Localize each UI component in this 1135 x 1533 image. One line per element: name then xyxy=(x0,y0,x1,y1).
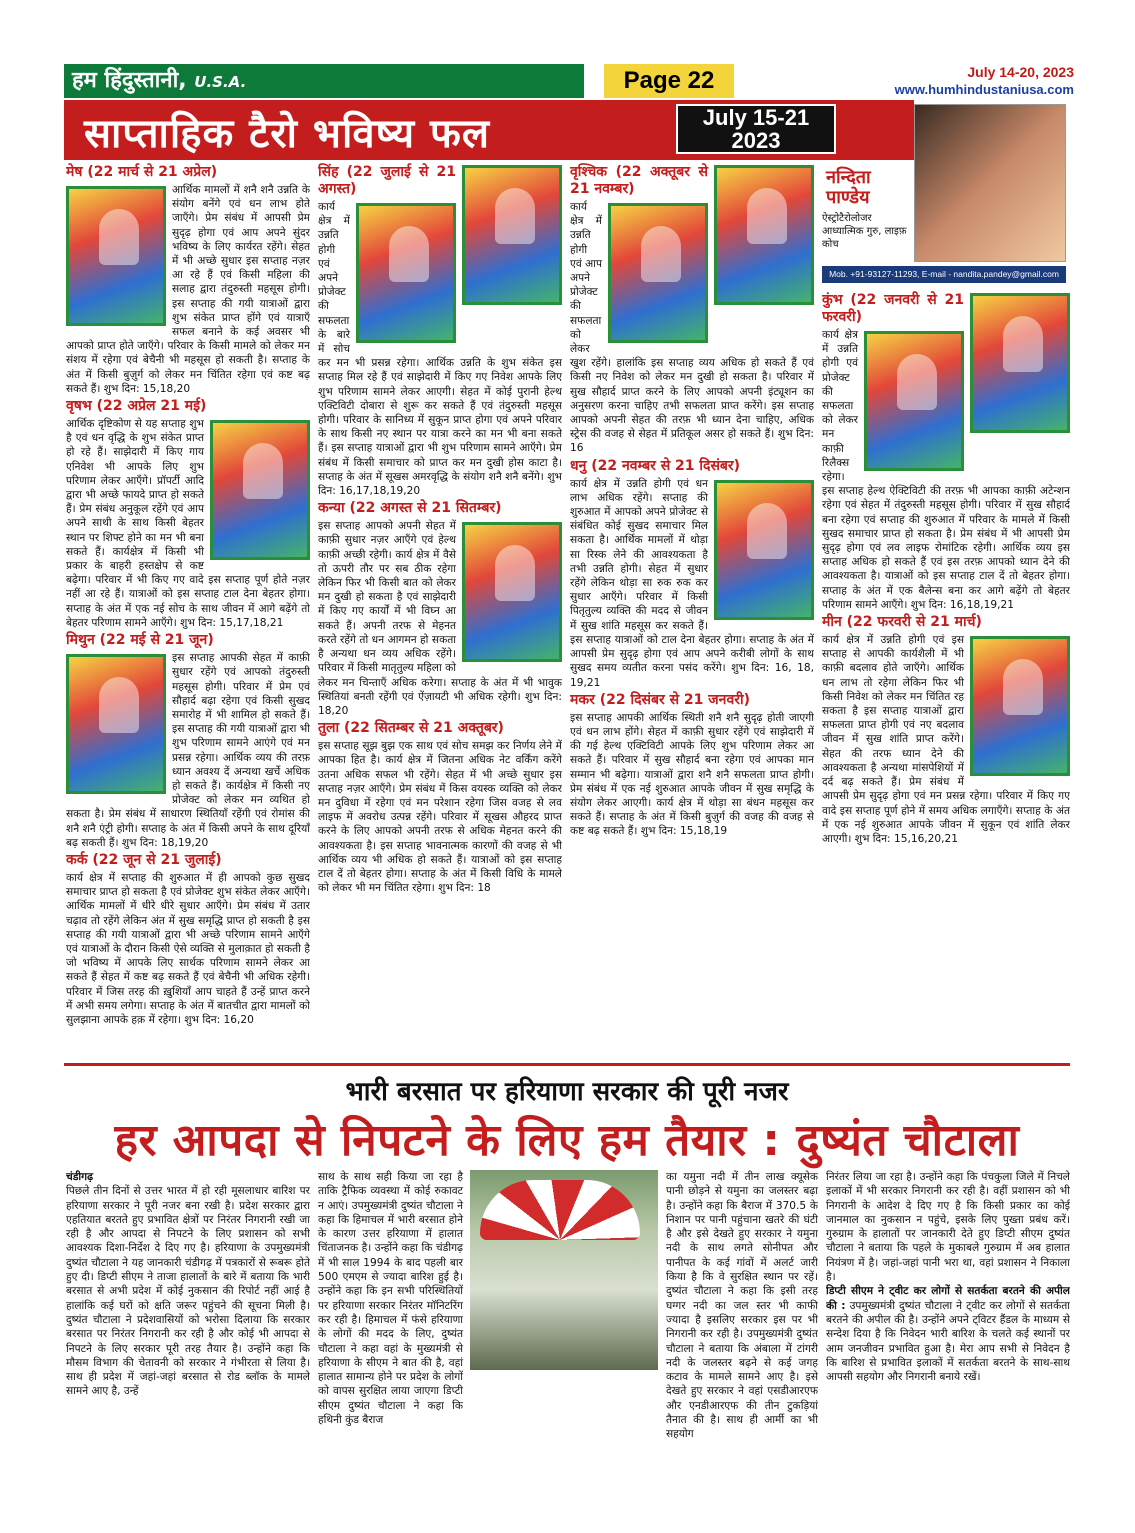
sign-title: मकर (22 दिसंबर से 21 जनवरी) xyxy=(570,691,750,708)
sign-title: मिथुन (22 मई से 21 जून) xyxy=(66,632,214,649)
umbrella-icon xyxy=(480,1180,640,1240)
sign-title: मेष (22 मार्च से 21 अप्रेल) xyxy=(66,164,218,180)
tarot-card-image xyxy=(608,203,708,343)
sign-title: वृश्चिक (22 अक्तूबर से 21 नवम्बर) xyxy=(570,164,708,197)
author-role: ऐस्ट्रोटैरोलोजर आध्यात्मिक गुरु, लाइफ़ कोच xyxy=(822,213,907,250)
column-3 xyxy=(570,162,814,1057)
issue-date: July 14-20, 2023 www.humhindustaniusa.com xyxy=(894,64,1074,97)
author-box xyxy=(822,104,1066,284)
sign-text: इस सप्ताह सूझ बुझ एक साथ एवं सोच समझ कर निर्णय लेने में आपका हित है। कार्य क्षेत्र में जितना अधिक नेट वर्किंग करेंगे उतना अधिक सफल भी रहेंगे। सेहत में भी अच्छे सुधार इस सप्ताह नज़र आएँगे। प्रेम संबंध में किस वयस्क व्यक्ति को लेकर मन दुविधा में रहेगा एवं मन परेशान रहेगा जिस वजह से लव लाइफ में अवरोध उत्पन्न रहेंगे। परिवार में सूखस औहरद प्राप्त करने के लिए आपको अपनी तरफ से अधिक मेहनत करने की आवश्यकता है। इस सप्ताह भावनात्मक कारणों की वजह से भी आर्थिक व्यय भी अधिक हो सकते हैं। यात्राओं को इस सप्ताह टाल दें तो बेहतर होगा। सप्ताह के अंत में किसी विधि के मामले को लेकर भी मन चिंतित रहेगा। शुभ दिन: 18 xyxy=(318,740,562,895)
news-column-4: निरंतर लिया जा रहा है। उन्होंने कहा कि पंचकुला जिले में निचले इलाकों में भी सरकार निगरानी कर रही है। वहीं प्रशासन को भी निगरानी के आदेश दे दिए गए है कि किसी प्रकार का कोई जानमाल का नुकसान न पहुंचे, इसके लिए पुख्ता प्रबंध करें। गुरुग्राम के हालातों पर जानकारी देते हुए डिप्टी सीएम दुष्यंत चौटाला ने बताया कि पहले के मुकाबले गुरुग्राम में अब हालात नियंत्रण में है। जहां-जहां पानी भरा था, वहां प्रशासन ने निकाला है। डिप्टी सीएम ने ट्वीट कर लोगों से सतर्कता बरतने की अपील की : उपमुख्यमंत्री दुष्यंत चौटाला ने ट्वीट कर लोगों से सतर्कता बरतने की अपील की है। उन्होंने अपने ट्विटर हैंडल के माध्यम से सन्देश दिया है कि निवेदन भारी बारिश के चलते कई स्थानों पर आम जनजीवन प्रभावित हुआ है। मेरा आप सभी से निवेदन है कि बारिश से प्रभावित इलाकों में सतर्कता बरतने के साथ-साथ आपसी सहयोग और निगरानी बनाये रखें। xyxy=(826,1171,1070,1384)
sign-text: कार्य क्षेत्र में उन्नति होगी एवं अपने प्रोजेक्ट की सफलता के बारे में सोच कर मन भी प्रसन्न रहेगा। आर्थिक उन्नति के शुभ संकेत इस सप्ताह मिल रहे हैं एवं साझेदारी में किए गए निवेश आपके लिए शुभ परिणाम सामने लेकर आएगी। सेहत में कोई पुरानी हेल्थ एक्टिविटी दोबारा से शुरू कर सकते हैं एवं तंदुरुस्ती महसूस होगी। परिवार के सानिध्य में सुकून प्राप्त होगा एवं अपने परिवार के साथ किसी नए स्थान पर यात्रा करने का मन भी बना सकते हैं। इस सप्ताह यात्राओं द्वारा भी शुभ परिणाम सामने आएँगे। प्रेम संबंध में किसी समाचार को प्राप्त कर मन दुखी होस काटा है। सप्ताह के अंत में सूखस अमरवृद्धि के संयोग शनै शनै बनेंगे। शुभ दिन: 16,17,18,19,20 xyxy=(318,201,562,498)
column-2 xyxy=(318,162,562,1057)
news-column-2: साथ के साथ सही किया जा रहा है ताकि ट्रैफिक व्यवस्था में कोई रुकावट न आएं। उपमुख्यमंत्री दुष्यंत चौटाला ने कहा कि हिमाचल में भारी बरसात होने के कारण उत्तर हरियाणा में हालात चिंताजनक है। उन्होंने कहा कि चंडीगढ़ में भी साल 1994 के बाद पहली बार 500 एमएम से ज्यादा बारिश हुई है। उन्होंने कहा कि इन सभी परिस्थितियों पर हरियाणा सरकार निरंतर मॉनिटरिंग कर रही है। हिमाचल में फंसे हरियाणा के लोगों की मदद के लिए, दुष्यंत चौटाला ने कहा वहां के मुख्यमंत्री से हरियाणा के सीएम ने बात की है, वहां हालात सामान्य होने पर प्रदेश के लोगों को वापस सुरक्षित लाया जाएगा डिप्टी सीएम दुष्यंत चौटाला ने कहा कि हथिनी कुंड बैराज xyxy=(318,1171,463,1427)
sign-title: तुला (22 सितम्बर से 21 अक्तूबर) xyxy=(318,720,504,737)
page-header xyxy=(64,64,1074,98)
sign-text: आर्थिक मामलों में शनै शनै उन्नति के संयोग बनेंगे एवं धन लाभ होते जाएँगे। प्रेम संबंध में आपसी प्रेम सुदृढ़ होगा एवं आप अपने सुंदर भविष्य के लिए कार्यरत रहेंगे। सेहत में भी अच्छे सुधार इस सप्ताह नज़र आ रहे हैं एवं किसी महिला की सलाह द्वारा तंदुरुस्ती महसूस होगी। इस सप्ताह की गयी यात्राओं द्वारा शुभ संकेत प्राप्त होंगे एवं यात्राएँ सफल बनाने के कई अवसर भी आपको प्राप्त होते जाएँगे। परिवार के किसी मामले को लेकर मन संशय में रहेगा एवं बेचैनी भी महसूस हो सकती है। सप्ताह के अंत में किसी बुज़ुर्ग को लेकर मन चिंतित रहेगा एवं कष्ट बढ़ सकते हैं। शुभ दिन: 15,18,20 xyxy=(66,184,310,395)
sign-title: कन्या (22 अगस्त से 21 सितम्बर) xyxy=(318,500,502,517)
sign-text: कार्य क्षेत्र में उन्नति होगी एवं इस सप्ताह से आपकी कार्यशैली में भी काफ़ी बदलाव होते जाएँगे। आर्थिक धन लाभ तो रहेगा लेकिन फिर भी किसी निवेश को लेकर मन चिंतित रह सकता है इस सप्ताह यात्राओं द्वारा सफलता प्राप्त होगी एवं नए बदलाव जीवन में सुख शांति प्राप्त करेंगे। सेहत की तरफ ध्यान देने की आवश्यकता है अन्यथा मांसपेशियों में दर्द बढ़ सकते हैं। प्रेम संबंध में आपसी प्रेम सुदृढ़ होगा एवं मन प्रसन्न रहेगा। परिवार में किए गए वादे इस सप्ताह पूर्ण होने में समय अधिक लगाएँगे। सप्ताह के अंत में एक नई शुरुआत आपके जीवन में सुकून एवं शांति लेकर आएगी। शुभ दिन: 15,16,20,21 xyxy=(822,634,1070,845)
tarot-card-image xyxy=(462,165,562,305)
tarot-card-image xyxy=(462,522,562,662)
sign-text: इस सप्ताह आपको अपनी सेहत में काफ़ी सुधार नज़र आएँगे एवं हेल्थ काफ़ी अच्छी रहेगी। कार्य क्षेत्र में वैसे तो ऊपरी तौर पर सब ठीक रहेगा लेकिन फिर भी किसी बात को लेकर मन दुखी हो सकता है एवं साझेदारी में किए गए कार्यों में भी विघ्न आ सकते हैं। अपनी तरफ से मेहनत करते रहेंगे तो धन आगमन हो सकता है अन्यथा धन व्यय अधिक रहेंगे। परिवार में किसी मातृतुल्य महिला को लेकर मन चिन्ताएँ अधिक करेगा। सप्ताह के अंत में भी भावुक स्थितियां बनती रहेंगी एवं ऐंज़ायटी भी अधिक रहेगी। शुभ दिन: 18,20 xyxy=(318,520,562,717)
banner-title: साप्ताहिक टैरो भविष्य फल xyxy=(84,111,490,157)
column-4 xyxy=(822,290,1070,1057)
dateline: चंडीगढ़ xyxy=(66,1171,94,1183)
author-contact: Mob. +91-93127-11293, E-mail - nandita.pandey@gmail.com xyxy=(822,266,1066,283)
news-headline: हर आपदा से निपटने के लिए हम तैयार : दुष्यंत चौटाला xyxy=(114,1115,1020,1166)
column-1 xyxy=(66,162,310,1057)
sign-text: इस सप्ताह आपकी आर्थिक स्थिती शनै शनै सुदृढ़ होती जाएगी एवं धन लाभ होंगे। सेहत में काफ़ी सुधार रहेंगे एवं साझेदारी में की गई हेल्थ एक्टिविटी आपके लिए शुभ परिणाम लेकर आ सकते हैं। परिवार में सुख सौहार्द बना रहेगा एवं आपका मान सम्मान भी बढ़ेगा। यात्राओं द्वारा शनै शनै सफलता प्राप्त होगी। प्रेम संबंध में एक नई शुरुआत आपके जीवन में सुख समृद्धि के संयोग लेकर आएगी। कार्य क्षेत्र में थोड़ा सा बंधन महसूस कर सकते हैं। सप्ताह के अंत में किसी बुज़ुर्ग की वजह की वजह से कष्ट बढ़ सकते हैं। शुभ दिन: 15,18,19 xyxy=(570,711,814,838)
sign-title: कर्क (22 जून से 21 जुलाई) xyxy=(66,851,222,868)
sign-text: कार्य क्षेत्र में उन्नति होगी एवं प्रोजेक्ट की सफलता को लेकर मन काफ़ी रिलैक्स रहेगा। इस सप्ताह हेल्थ ऐक्टिविटी की तरफ़ भी आपका काफ़ी अटेन्शन रहेगा एवं सेहत में तंदुरुस्ती महसूस होगी। परिवार में सुख सौहार्द बना रहेगा एवं सप्ताह की शुरुआत में परिवार के मामले में किसी सुखद समाचार प्राप्त हो सकता है। प्रेम संबंध में भी आपसी प्रेम सुदृढ़ होगा एवं लव लाइफ रोमांटिक रहेगी। आर्थिक व्यय इस सप्ताह अधिक हो सकते हैं एवं इस तरफ़ आपको ध्यान देने की आवश्यकता है। यात्राओं को इस सप्ताह टाल दें तो बेहतर होगा। सप्ताह के अंत में एक बैलेन्स बना कर आगे बढ़ेंगे तो बेहतर परिणाम सामने आएँगे। शुभ दिन: 16,18,19,21 xyxy=(822,329,1070,611)
sign-title: कुंभ (22 जनवरी से 21 फरवरी) xyxy=(822,292,964,325)
tarot-card-image xyxy=(356,203,456,343)
tarot-card-image xyxy=(714,480,814,620)
news-column-1: चंडीगढ़ पिछले तीन दिनों से उत्तर भारत में हो रही मूसलाधार बारिश पर हरियाणा सरकार ने पूरी नजर बना रखी है। प्रदेश सरकार द्वारा एहतियात बरतते हुए प्रभावित क्षेत्रों पर निरंतर निगरानी रखी जा रही है और आपदा से निपटने के लिए प्रशासन को सभी आवश्यक दिशा-निर्देश दे दिए गए है। हरियाणा के उपमुख्यमंत्री दुष्यंत चौटाला ने यह जानकारी चंडीगढ़ में पत्रकारों से रूबरू होते हुए दी। डिप्टी सीएम ने ताजा हालातों के बारे में बताया कि भारी बरसात से अभी प्रदेश में कोई नुकसान की रिपोर्ट नहीं आई है हालांकि कई घरों को क्षति जरूर पहुंचने की सूचना मिली है। दुष्यंत चौटाला ने प्रदेशवासियों को भरोसा दिलाया कि सरकार बरसात पर निरंतर निगरानी कर रही है और कोई भी आपदा से निपटने के लिए सरकार पूरी तरह तैयार है। उन्होंने कहा कि मौसम विभाग की चेतावनी को सरकार ने गंभीरता से लिया है। साथ ही प्रदेश में जहां-जहां बरसात से रोड ब्लॉक के मामले सामने आए है, उन्हें xyxy=(66,1171,310,1398)
tarot-card-image xyxy=(970,293,1070,433)
sign-text: कार्य क्षेत्र में उन्नति होगी एवं धन लाभ अधिक रहेंगे। सप्ताह की शुरुआत में आपको अपने प्रोजेक्ट से संबंधित कोई सुखद समाचार मिल सकता है। आर्थिक मामलों में थोड़ा सा रिस्क लेने की आवश्यकता है तभी उन्नति होगी। सेहत में सुधार रहेंगे लेकिन थोड़ा सा रुक रुक कर सुधार आएँगे। परिवार में किसी पितृतुल्य व्यक्ति की मदद से जीवन में सुख शांति महसूस कर सकते हैं। इस सप्ताह यात्राओं को टाल देना बेहतर होगा। सप्ताह के अंत में आपसी प्रेम सुदृढ़ होगा एवं आप अपने करीबी लोगों के साथ सुखद समय व्यतीत करना पसंद करेंगे। शुभ दिन: 16, 18, 19,21 xyxy=(570,477,814,689)
tarot-card-image xyxy=(66,654,166,794)
sign-text: इस सप्ताह आपकी सेहत में काफ़ी सुधार रहेंगे एवं आपको तंदुरुस्ती महसूस होगी। परिवार में प्रेम एवं सौहार्द बढ़ा रहेगा एवं किसी सुखद समारोह में भी शामिल हो सकते हैं। इस सप्ताह की गयी यात्राओं द्वारा भी शुभ परिणाम सामने आएंगे एवं मन प्रसन्न रहेगा। आर्थिक व्यय की तरफ़ ध्यान अवश्य दें अन्यथा खर्चे अधिक हो सकते हैं। कार्यक्षेत्र में किसी नए प्रोजेक्ट को लेकर मन व्यथित हो सकता है। प्रेम संबंध में साधारण स्थितियाँ रहेंगी एवं रोमांस की शनै शनै एंट्री होगी। सप्ताह के अंत में किसी अपने के साथ दूरियाँ बढ़ सकती हैं। शुभ दिन: 18,19,20 xyxy=(66,652,310,849)
sign-title: धनु (22 नवम्बर से 21 दिसंबर) xyxy=(570,457,741,474)
sign-title: सिंह (22 जुलाई से 21 अगस्त) xyxy=(318,164,456,197)
week-badge: July 15-21 2023 xyxy=(676,104,836,154)
sign-text: कार्य क्षेत्र में सप्ताह की शुरुआत में ही आपको कुछ सुखद समाचार प्राप्त हो सकता है एवं प्रोजेक्ट शुभ संकेत लेकर आएँगे। आर्थिक मामलों में धीरे धीरे सुधार आएँगे। प्रेम संबंध में उतार चढ़ाव तो रहेंगे लेकिन अंत में सुख समृद्धि प्राप्त हो सकती है इस सप्ताह की गयी यात्राओं द्वारा भी अच्छे परिणाम सामने आएँगे एवं यात्राओं के दौरान किसी ऐसे व्यक्ति से मुलाक़ात हो सकती है जो भविष्य में आपके लिए सार्थक परिणाम सामने लेकर आ सकते हैं सेहत में कष्ट बढ़ सकते हैं एवं बेचैनी भी अधिक रहेगी। परिवार में जिस तरह की ख़ुशियाँ आप चाहते हैं उन्हें प्राप्त करने में अभी समय लगेगा। सप्ताह के अंत में बातचीत द्वारा मामलों को सुलझाना आपके हक़ में रहेगा। शुभ दिन: 16,20 xyxy=(66,871,310,1026)
page-number: Page 22 xyxy=(604,64,734,98)
sign-title: वृषभ (22 अप्रेल 21 मई) xyxy=(66,398,207,415)
news-column-3: का यमुना नदी में तीन लाख क्यूसेक पानी छोड़ने से यमुना का जलस्तर बढ़ा है। उन्होंने कहा कि बैराज में 370.5 के निशान पर पानी पहुंचाना खतरे की घंटी है और इसे देखते हुए सरकार ने यमुना नदी के साथ लगते सोनीपत और पानीपत के कई गांवों में अलर्ट जारी किया है कि वे सुरक्षित स्थान पर रहें। दुष्यंत चौटाला ने कहा कि इसी तरह घग्गर नदी का जल स्तर भी काफी ज्यादा है इसलिए सरकार इस पर भी निगरानी कर रही है। उपमुख्यमंत्री दुष्यंत चौटाला ने बताया कि अंबाला में टांगरी नदी के जलस्तर बढ़ने से कई जगह कटाव के मामले सामने आए है। इसे देखते हुए सरकार ने वहां एसडीआरएफ और एनडीआरएफ की तीन टुकड़ियां तैनात की है। साथ ही आर्मी का भी सहयोग xyxy=(666,1171,818,1441)
news-subheadline: भारी बरसात पर हरियाणा सरकार की पूरी नजर xyxy=(345,1077,789,1107)
author-photo xyxy=(914,104,1066,262)
author-name: नन्दिता पाण्डेय xyxy=(826,167,871,208)
tarot-card-image xyxy=(714,165,814,305)
website-link[interactable]: www.humhindustaniusa.com xyxy=(894,82,1074,97)
tarot-card-image xyxy=(970,636,1070,776)
sign-text: कार्य क्षेत्र में उन्नति होगी एवं आप अपने प्रोजेक्ट की सफलता को लेकर खुश रहेंगे। हालांकि इस सप्ताह व्यय अधिक हो सकते हैं एवं किसी नए निवेश को लेकर मन दुखी हो सकता है। परिवार में सुख सौहार्द प्राप्त करने के लिए आपको अपनी इंट्यूशन का अनुसरण करना चाहिए तभी सफलता प्राप्त करेंगे। इस सप्ताह आपको अपनी सेहत की तरफ़ भी ध्यान देना चाहिए, अधिक स्ट्रेस की वजह से सेहत में प्रतिकूल असर हो सकते हैं। शुभ दिन: 16 xyxy=(570,201,814,455)
sign-text: आर्थिक दृष्टिकोण से यह सप्ताह शुभ है एवं धन वृद्धि के शुभ संकेत प्राप्त हो रहे हैं। साझेदारी में किए गाय एनिवेश भी आपके लिए शुभ परिणाम लेकर आएँगे। प्रॉपर्टी आदि द्वारा भी अच्छे फायदे प्राप्त हो सकते हैं। प्रेम संबंध अनुकूल रहेंगे एवं आप अपने साथी के साथ किसी बेहतर स्थान पर शिफ्ट होने का मन भी बना सकते हैं। कार्यक्षेत्र में किसी भी प्रकार के बाहरी हस्तक्षेप से कष्ट बढ़ेगा। परिवार में भी किए गए वादे इस सप्ताह पूर्ण होते नज़र नहीं आ रहे हैं। यात्राओं को इस सप्ताह टाल देना बेहतर होगा। सप्ताह के अंत में एक नई सोच के साथ जीवन में आगे बढ़ेंगे तो बेहतर परिणाम सामने आएँगे। शुभ दिन: 15,17,18,21 xyxy=(66,418,310,629)
sign-title: मीन (22 फरवरी से 21 मार्च) xyxy=(822,614,982,631)
masthead: हम हिंदुस्तानी, U.S.A. xyxy=(64,64,584,98)
tarot-card-image xyxy=(210,420,310,560)
tarot-card-image xyxy=(66,186,166,326)
tarot-card-image xyxy=(864,331,964,471)
section-divider xyxy=(64,1063,1070,1066)
tarot-banner xyxy=(64,100,914,160)
